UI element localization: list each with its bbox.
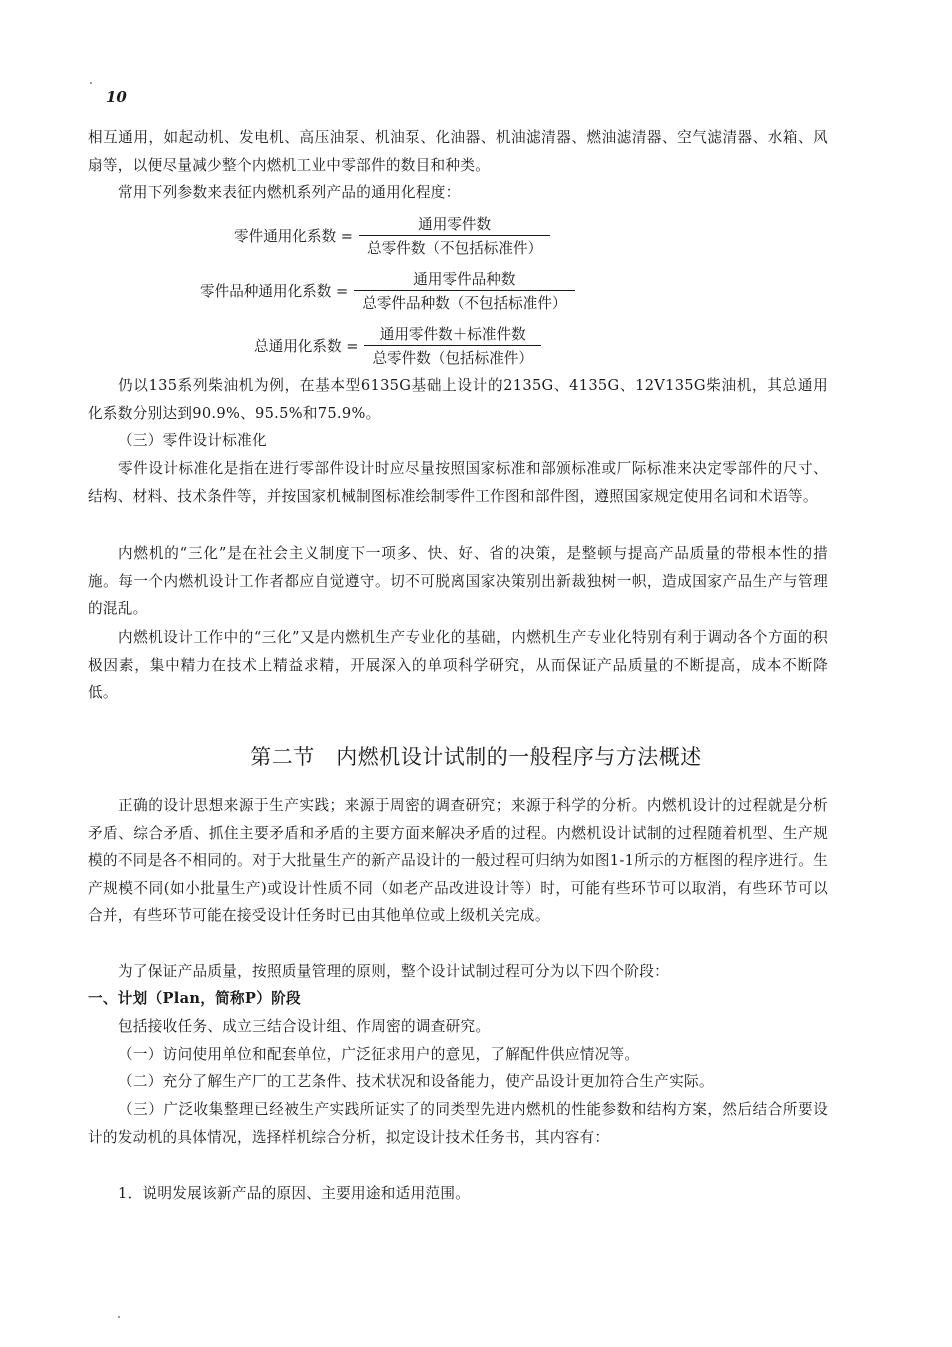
formula-part-type-generalization — [200, 268, 575, 313]
formula-part-generalization — [234, 213, 550, 258]
heading-plan-stage: 一、计划（Plan，简称P）阶段 — [88, 990, 301, 1007]
list-item-new-product-purpose: 1．说明发展该新产品的原因、主要用途和适用范围。 — [118, 1185, 471, 1202]
paragraph-plan-stage-scope: 包括接收任务、成立三结合设计组、作周密的调查研究。 — [118, 1018, 491, 1035]
denominator: 总零件数（包括标准件） — [364, 345, 541, 368]
numerator: 通用零件数＋标准件数 — [379, 326, 526, 343]
paragraph-four-stages: 为了保证产品质量，按照质量管理的原则，整个设计试制过程可分为以下四个阶段： — [118, 963, 670, 980]
scan-speck — [118, 1316, 120, 1318]
denominator: 总零件品种数（不包括标准件） — [354, 290, 574, 313]
denominator: 总零件数（不包括标准件） — [359, 235, 550, 258]
paragraph-interchangeable-parts: 相互通用，如起动机、发电机、高压油泵、机油泵、化油器、机油滤清器、燃油滤清器、空气滤清器、水箱、风扇等，以便尽量减少整个内燃机工业中零部件的数目和种类。 — [88, 129, 828, 174]
paragraph-design-process-overview: 正确的设计思想来源于生产实践；来源于周密的调查研究；来源于科学的分析。内燃机设计的过程就是分析矛盾、综合矛盾、抓住主要矛盾和矛盾的主要方面来解决矛盾的过程。内燃机设计试制的过程随着机型、生产规模的不同是各不相同的。对于大批量生产的新产品设计的一般过程可归纳为如图1-1所示的方框图的程序进行。生产规模不同(如小批量生产)或设计性质不同（如老产品改进设计等）时，可能有些环节可以取消，有些环节可以合并，有些环节可能在接受设计任务时已由其他单位或上级机关完成。 — [88, 797, 828, 924]
list-item-collect-data: （三）广泛收集整理已经被生产实践所证实了的同类型先进内燃机的性能参数和结构方案，然后结合所要设计的发动机的具体情况，选择样机综合分析，拟定设计技术任务书，其内容有： — [88, 1101, 828, 1146]
fraction — [359, 213, 550, 258]
formula-label: 总通用化系数 = — [254, 338, 359, 355]
formula-total-generalization — [254, 323, 541, 368]
formula-label: 零件通用化系数 = — [234, 228, 354, 245]
scan-speck — [90, 82, 92, 84]
numerator: 通用零件数 — [418, 216, 492, 233]
list-item-factory-conditions: （二）充分了解生产厂的工艺条件、技术状况和设备能力，使产品设计更加符合生产实际。 — [118, 1073, 714, 1090]
paragraph-standardization-definition: 零件设计标准化是指在进行零部件设计时应尽量按照国家标准和部颁标准或厂际标准来决定零部件的尺寸、结构、材料、技术条件等，并按国家机械制图标准绘制零件工作图和部件图，遵照国家规定使用名词和术语等。 — [88, 460, 828, 505]
list-item-visit-users: （一）访问使用单位和配套单位，广泛征求用户的意见，了解配件供应情况等。 — [118, 1046, 640, 1063]
fraction — [354, 268, 574, 313]
paragraph-generalization-params: 常用下列参数来表征内燃机系列产品的通用化程度： — [118, 184, 461, 201]
paragraph-three-modernizations-policy: 内燃机的“三化”是在社会主义制度下一项多、快、好、省的决策，是整顿与提高产品质量的带根本性的措施。每一个内燃机设计工作者都应自觉遵守。切不可脱离国家决策别出新裁独树一帜，造成国家产品生产与管理的混乱。 — [88, 545, 828, 617]
subheading-part-standardization: （三）零件设计标准化 — [118, 432, 267, 449]
formula-label: 零件品种通用化系数 = — [200, 283, 349, 300]
section-title: 第二节 内燃机设计试制的一般程序与方法概述 — [250, 745, 702, 769]
page-number: 10 — [106, 88, 127, 106]
paragraph-135-series-example: 仍以135系列柴油机为例，在基本型6135G基础上设计的2135G、4135G、12V135G柴油机，其总通用化系数分别达到90.9%、95.5%和75.9%。 — [88, 377, 828, 422]
paragraph-specialization-basis: 内燃机设计工作中的“三化”又是内燃机生产专业化的基础，内燃机生产专业化特别有利于调动各个方面的积极因素，集中精力在技术上精益求精，开展深入的单项科学研究，从而保证产品质量的不断提高，成本不断降低。 — [88, 629, 828, 701]
fraction — [364, 323, 541, 368]
numerator: 通用零件品种数 — [413, 271, 516, 288]
